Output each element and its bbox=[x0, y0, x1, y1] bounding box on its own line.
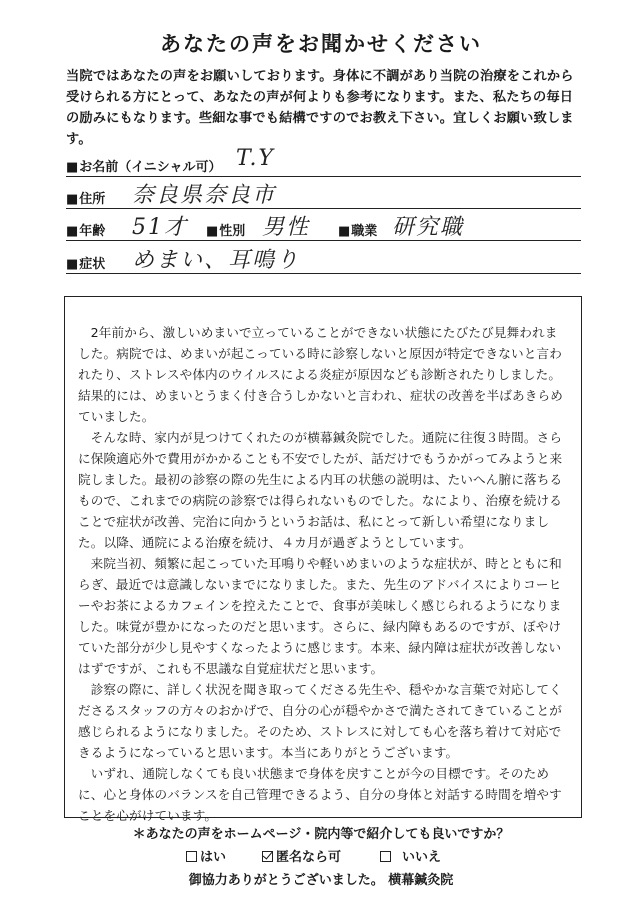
testimonial-paragraph: 2年前から、激しいめまいで立っていることができない状態にたびたび見舞われました。病院では、めまいが起こっている時に診察しないと原因が特定できないと言われたり、ストレスや体内のウイルスによる炎症が原因なども診断されたりしました。結果的には、めまいとうまく付き合うしかないと言われ、症状の改善を半ばあきらめていました。 bbox=[78, 325, 564, 424]
testimonial-paragraph: 来院当初、頻繁に起こっていた耳鳴りや軽いめまいのような症状が、時とともに和らぎ、最近では意識しないまでになりました。また、先生のアドバイスによりコーヒーやお茶によるカフェインを控えたことで、食事が美味しく感じられるようになりました。味覚が豊かになったのだと思います。さらに、緑内障もあるのですが、ぼやけていた部分が少し見やすくなったように感じます。本来、緑内障は症状が改善しないはずですが、これも不思議な自覚症状だと思います。 bbox=[78, 556, 562, 676]
intro-text: 当院ではあなたの声をお願いしております。身体に不調があり当院の治療をこれから受けられる方にとって、あなたの声が何よりも参考になります。また、私たちの毎日の励みにもなります。些細な事でも結構ですのでお教え下さい。宜しくお願い致します。 bbox=[66, 69, 574, 147]
name-label: ■ お名前（イニシャル可） bbox=[66, 156, 222, 175]
testimonial-paragraph: 診察の際に、詳しく状況を聞き取ってくださる先生や、穏やかな言葉で対応してくださるスタッフの方々のおかげで、自分の心が穏やかさで満たされてきていることが感じられるようになりました。そのため、ストレスに対しても心を落ち着けて対応できるようになっていると思います。本当にありがとうございます。 bbox=[78, 682, 563, 760]
occupation-value: 研究職 bbox=[392, 215, 465, 240]
symptoms-value: めまい、耳鳴り bbox=[132, 248, 301, 273]
address-label: ■ 住所 bbox=[66, 188, 105, 207]
consent-option-anonymous[interactable] bbox=[262, 846, 341, 865]
consent-option-label: はい bbox=[200, 850, 227, 865]
testimonial-paragraph: いずれ、通院しなくても良い状態まで身体を戻すことが今の目標です。そのために、心と身体のバランスを自己管理できるよう、自分の身体と対話する時間を増やすことを心がけています。 bbox=[78, 766, 562, 823]
gender-label: ■ 性別 bbox=[206, 220, 245, 239]
checkbox-icon[interactable] bbox=[186, 851, 197, 862]
consent-option-label: 匿名なら可 bbox=[276, 850, 342, 865]
address-value: 奈良県奈良市 bbox=[132, 183, 277, 208]
age-label: ■ 年齢 bbox=[66, 220, 105, 239]
consent-option-no[interactable] bbox=[380, 846, 441, 865]
occupation-label: ■ 職業 bbox=[338, 220, 377, 239]
checkbox-checked-icon[interactable] bbox=[262, 851, 273, 862]
name-underline bbox=[66, 176, 581, 177]
symptoms-underline bbox=[66, 273, 581, 274]
name-value: T.Y bbox=[236, 146, 275, 171]
gender-value: 男性 bbox=[262, 215, 311, 240]
consent-option-yes[interactable] bbox=[186, 846, 226, 865]
testimonial-text bbox=[78, 322, 568, 826]
profile-underline bbox=[66, 240, 581, 241]
consent-question: ＊あなたの声をホームページ・院内等で紹介しても良いですか？ bbox=[132, 827, 510, 842]
checkbox-icon[interactable] bbox=[380, 851, 391, 862]
address-underline bbox=[66, 208, 581, 209]
page-title: あなたの声をお聞かせください bbox=[160, 32, 482, 56]
symptoms-label: ■ 症状 bbox=[66, 253, 105, 272]
age-value: 51才 bbox=[132, 215, 188, 240]
thanks-text: 御協力ありがとうございました。 横幕鍼灸院 bbox=[188, 873, 454, 888]
testimonial-paragraph: そんな時、家内が見つけてくれたのが横幕鍼灸院でした。通院に往復３時間。さらに保険適応外で費用がかかることも不安でしたが、話だけでもうかがってみようと来院しました。最初の診察の際の先生による内耳の状態の説明は、たいへん腑に落ちるもので、これまでの病院の診察では得られないものでした。なにより、治療を続けることで症状が改善、完治に向かうというお話は、私にとって新しい希望になりました。以降、通院による治療を続け、４カ月が過ぎようとしています。 bbox=[78, 430, 563, 550]
consent-options bbox=[0, 846, 642, 866]
consent-option-label: いいえ bbox=[402, 850, 442, 865]
